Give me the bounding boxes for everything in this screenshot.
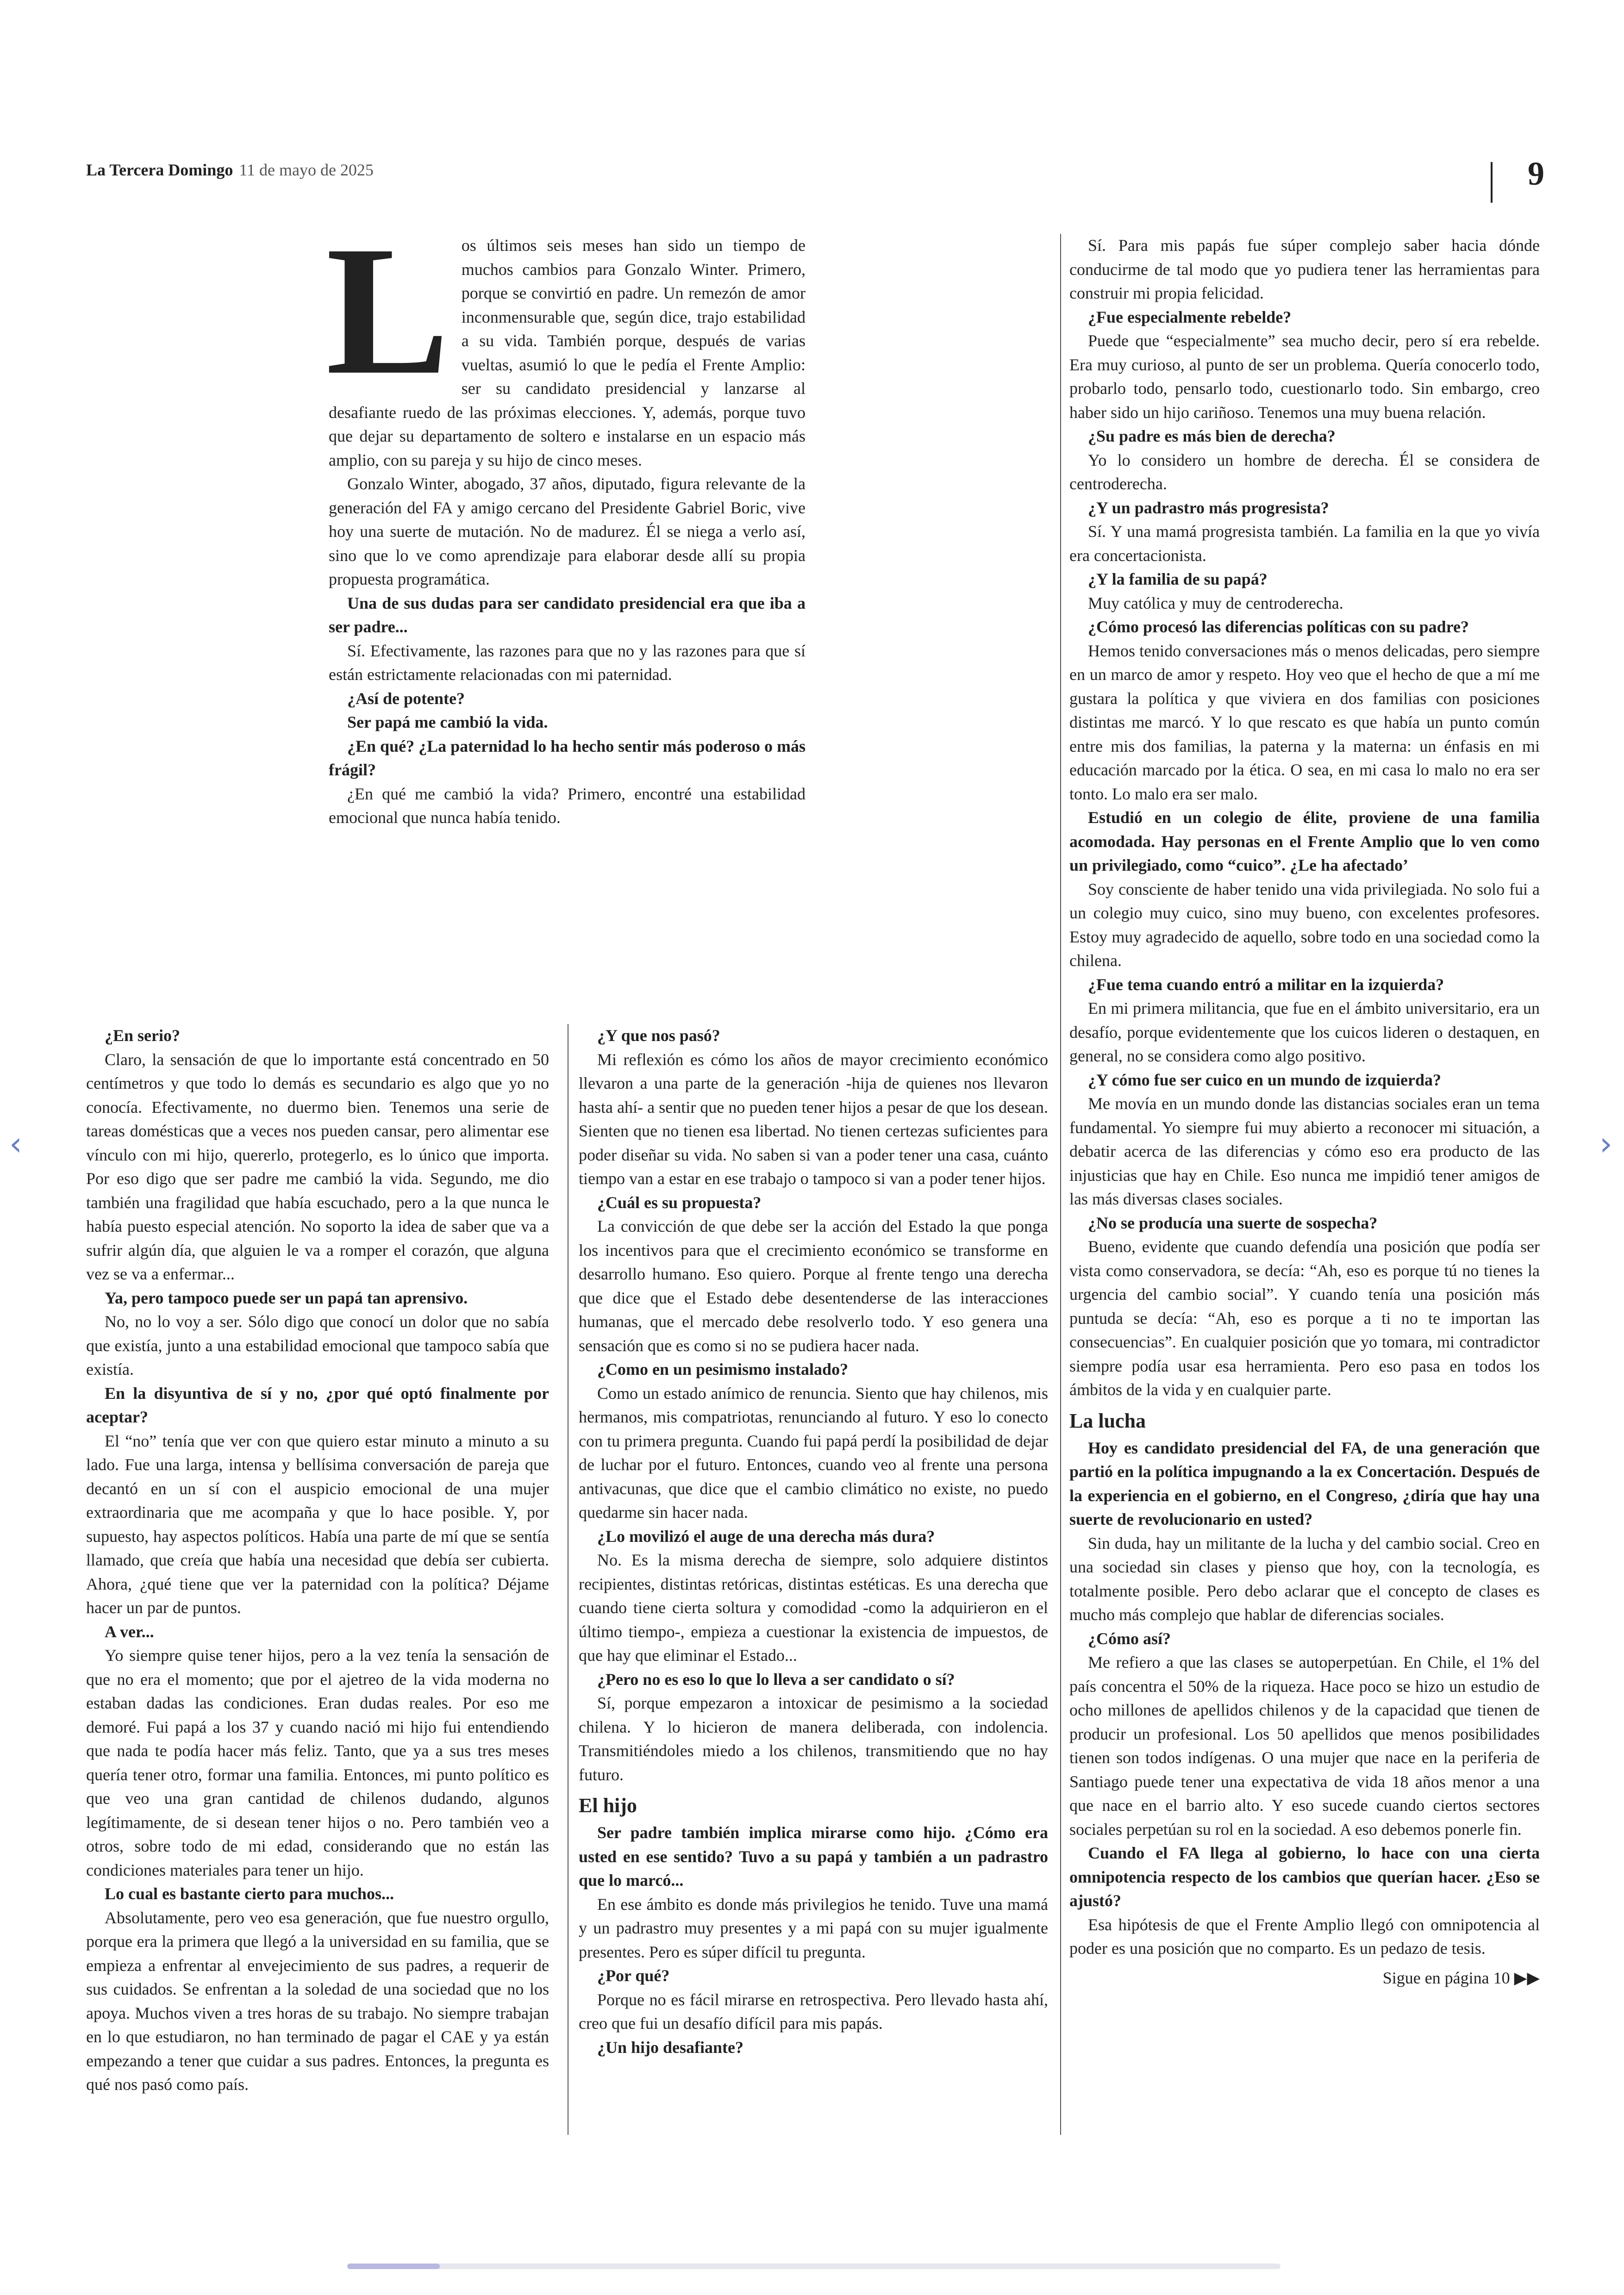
- question: ¿Fue tema cuando entró a militar en la izquierda?: [1088, 975, 1444, 994]
- answer: Claro, la sensación de que lo importante está concentrado en 50 centímetros y que todo lo demás es secundario es algo que yo no conocía. Efectivamente, no duermo bien. Tenemos una serie de tareas domésticas que a veces nos pueden cansar, pero alimentar ese vínculo con mi hijo, quererlo, protegerlo, es lo único que importa. Por eso digo que ser padre me cambió la vida. Segundo, me dio también una fragilidad que había escuchado, pero a la que nunca le había puesto especial atención. No soporto la idea de saber que va a sufrir algún día, que alguien le va a romper el corazón, que alguna vez se va a enfermar...: [86, 1050, 549, 1283]
- answer: La convicción de que debe ser la acción del Estado la que ponga los incentivos para que el crecimiento económico se transforme en desarrollo humano. Eso quiero. Porque al frente tengo una derecha que dice que el Estado debe desentenderse de las interacciones humanas, que el mercado debe resolverlo todo. Y eso genera una sensación que es como si no se pudiera hacer nada.: [579, 1217, 1048, 1355]
- paragraph: Gonzalo Winter, abogado, 37 años, diputado, figura relevante de la generación del FA y amigo cercano del Presidente Gabriel Boric, vive hoy una suerte de mutación. No de madurez. Él se niega a verlo así, sino que lo ve como aprendizaje para elaborar desde allí su propia propuesta programática.: [329, 474, 806, 588]
- answer: Yo siempre quise tener hijos, pero a la vez tenía la sensación de que no era el momento; que por el ajetreo de la vida moderna no estaban dadas las condiciones. Eran dudas reales. Por eso me demoré. Fui papá a los 37 y cuando nació mi hijo fui entendiendo que nada te podía hacer más feliz. Tanto, que ya a sus tres meses quería tener otro, formar una familia. Entonces, mi punto político es que veo una gran cantidad de chilenos dudando, algunos legítimamente, de si desean tener hijos o no. Pero también veo a otros, sobre todo de mi edad, considerando que no están las condiciones materiales para tener un hijo.: [86, 1646, 549, 1879]
- publication-name: La Tercera Domingo: [86, 161, 233, 179]
- masthead: [86, 160, 374, 180]
- article-lead: [326, 208, 806, 830]
- answer: Yo lo considero un hombre de derecha. Él se considera de centroderecha.: [1069, 450, 1540, 493]
- question: ¿Y cómo fue ser cuico en un mundo de izquierda?: [1088, 1070, 1442, 1089]
- answer: ¿En qué me cambió la vida? Primero, encontré una estabilidad emocional que nunca había tenido.: [329, 784, 806, 827]
- answer: Sí. Y una mamá progresista también. La familia en la que yo vivía era concertacionista.: [1069, 522, 1540, 565]
- question: ¿Como en un pesimismo instalado?: [597, 1360, 849, 1378]
- question: ¿Y la familia de su papá?: [1088, 570, 1268, 588]
- previous-page-icon[interactable]: ‹: [9, 1125, 22, 1163]
- publication-date: 11 de mayo de 2025: [239, 161, 374, 179]
- question: Cuando el FA llega al gobierno, lo hace con una cierta omnipotencia respecto de los cambios que querían hacer. ¿Eso se ajustó?: [1069, 1844, 1540, 1910]
- question: ¿Por qué?: [597, 1966, 670, 1985]
- horizontal-scrollbar[interactable]: [347, 2264, 1280, 2269]
- answer: Sin duda, hay un militante de la lucha y del cambio social. Creo en una sociedad sin clases y pienso que hoy, con la tecnología, es totalmente posible. Pero debo aclarar que el concepto de clases es mucho más complejo que hablar de diferencias sociales.: [1069, 1534, 1540, 1624]
- question: ¿No se producía una suerte de sospecha?: [1088, 1213, 1378, 1232]
- answer: Sí. Efectivamente, las razones para que no y las razones para que sí están estrictamente relacionadas con mi paternidad.: [329, 641, 806, 684]
- answer: Mi reflexión es cómo los años de mayor crecimiento económico llevaron a una parte de la generación -hija de quienes nos llevaron hasta ahí- a sentir que no pueden tener hijos a pesar de que los desean. Sienten que no tienen esa libertad. No tienen certezas suficientes para poder diseñar su vida. No saben si van a poder tener una casa, cuánto tiempo van a estar en ese trabajo o tampoco si van a poder tener hijos.: [579, 1050, 1048, 1188]
- answer: En ese ámbito es donde más privilegios he tenido. Tuve una mamá y un padrastro muy presentes y a mi papá con su mujer igualmente presentes. Pero es súper difícil tu pregunta.: [579, 1895, 1048, 1961]
- answer: Porque no es fácil mirarse en retrospectiva. Pero llevado hasta ahí, creo que fui un desafío difícil para mis papás.: [579, 1990, 1048, 2033]
- answer: Me movía en un mundo donde las distancias sociales eran un tema fundamental. Yo siempre fui muy abierto a reconocer mi situación, a debatir acerca de las diferencias y cómo eso era producto de las injusticias que hay en Chile. Eso nunca me impidió tener amigos de las más diversas clases sociales.: [1069, 1094, 1540, 1208]
- question: ¿Y un padrastro más progresista?: [1088, 498, 1329, 517]
- section-heading: El hijo: [579, 1794, 637, 1817]
- question: ¿Lo movilizó el auge de una derecha más dura?: [597, 1527, 935, 1546]
- question: A ver...: [105, 1622, 154, 1641]
- question: ¿Cómo procesó las diferencias políticas con su padre?: [1088, 617, 1469, 636]
- page-number: 9: [1528, 155, 1544, 192]
- answer: Esa hipótesis de que el Frente Amplio llegó con omnipotencia al poder es una posición que no comparto. Es un pedazo de tesis.: [1069, 1915, 1540, 1958]
- question: ¿Cuál es su propuesta?: [597, 1193, 762, 1212]
- answer: Hemos tenido conversaciones más o menos delicadas, pero siempre en un marco de amor y respeto. Hoy veo que el hecho de que a mí me gustara la política y que viviera en dos familias con posiciones distintas me marcó. Y lo que rescato es que había un punto común entre mis dos familias, la paterna y la materna: un énfasis en mi educación marcado por la ética. O sea, en mi casa lo malo no era ser tonto. Lo malo era ser malo.: [1069, 641, 1540, 803]
- question: Ya, pero tampoco puede ser un papá tan aprensivo.: [105, 1288, 468, 1307]
- question: Estudió en un colegio de élite, proviene de una familia acomodada. Hay personas en el Frente Amplio que lo ven como un privilegiado, como “cuico”. ¿Le ha afectado’: [1069, 808, 1540, 874]
- article-column-3: [1069, 234, 1540, 1990]
- question: ¿Pero no es eso lo que lo lleva a ser candidato o sí?: [597, 1670, 955, 1689]
- question: ¿Fue especialmente rebelde?: [1088, 307, 1292, 326]
- answer: Puede que “especialmente” sea mucho decir, pero sí era rebelde. Era muy curioso, al punto de ser un problema. Quería conocerlo todo, probarlo todo, pensarlo todo, cuestionarlo todo. Sin embargo, creo haber sido un hijo cariñoso. Tenemos una muy buena relación.: [1069, 331, 1540, 422]
- answer: Bueno, evidente que cuando defendía una posición que podía ser vista como conservadora, se decía: “Ah, eso es porque tú no tienes la urgencia del cambio social”. Y cuando tenía una posición más puntuda se decía: “Ah, eso es porque a ti no te importan las consecuencias”. En cualquier posición que yo tomara, mi contradictor siempre podía usar esa herramienta. Pero eso pasa en todos los ámbitos de la vida y en cualquier parte.: [1069, 1237, 1540, 1399]
- next-page-icon[interactable]: ›: [1599, 1125, 1612, 1163]
- question: ¿En serio?: [105, 1026, 181, 1045]
- lead-paragraph: os últimos seis meses han sido un tiempo de muchos cambios para Gonzalo Winter. Primero, porque se convirtió en padre. Un remezón de amor inconmensurable que, según dice, trajo estabilidad a su vida. También porque, después de varias vueltas, asumió lo que le pedía el Frente Amplio: ser su candidato presidencial y lanzarse al desafiante ruedo de las próximas elecciones. Y, además, porque tuvo que dejar su departamento de soltero e instalarse en un espacio más amplio, con su pareja y su hijo de cinco meses.: [329, 236, 806, 469]
- answer: No, no lo voy a ser. Sólo digo que conocí un dolor que no sabía que existía, junto a una estabilidad emocional que tampoco sabía que existía.: [86, 1312, 549, 1378]
- answer: No. Es la misma derecha de siempre, solo adquiere distintos recipientes, distintas retóricas, distintas estéticas. Es una derecha que cuando tiene cierta soltura y comodidad -como la adquirieron en el último tiempo-, empieza a cuestionar la existencia de impuestos, de que hay que eliminar el Estado...: [579, 1551, 1048, 1665]
- question: Ser padre también implica mirarse como hijo. ¿Cómo era usted en ese sentido? Tuvo a su papá y también a un padrastro que lo marcó...: [579, 1823, 1048, 1890]
- header-divider: [1491, 162, 1493, 203]
- answer: Me refiero a que las clases se autoperpetúan. En Chile, el 1% del país concentra el 50% de la riqueza. Hace poco se hizo un estudio de ocho millones de apellidos chilenos y de la capacidad que tienen de producir un profesional. Los 50 apellidos que menos posibilidades tienen son todos indígenas. O una mujer que nace en la periferia de Santiago puede tener una expectativa de vida 18 años menor a una que nace en el barrio alto. Y eso sucede cuando ciertos sectores sociales perpetúan su rol en la sociedad. A eso debemos ponerle fin.: [1069, 1653, 1540, 1839]
- question: ¿Cómo así?: [1088, 1629, 1171, 1648]
- continued-link[interactable]: Sigue en página 10 ▶▶: [1382, 1968, 1540, 1987]
- answer: En mi primera militancia, que fue en el ámbito universitario, era un desafío, porque evidentemente que los cuicos lideren o destaquen, en general, no se considera como algo positivo.: [1069, 999, 1540, 1065]
- question: Hoy es candidato presidencial del FA, de una generación que partió en la política impugnando a la ex Concertación. Después de la experiencia en el gobierno, en el Congreso, ¿diría que hay una suerte de revolucionario en usted?: [1069, 1438, 1540, 1528]
- question: ¿Su padre es más bien de derecha?: [1088, 427, 1336, 445]
- question: ¿Un hijo desafiante?: [597, 2038, 744, 2057]
- column-divider: [1060, 234, 1061, 2135]
- question: Una de sus dudas para ser candidato presidencial era que iba a ser padre...: [329, 593, 806, 636]
- article-column-2: [579, 1024, 1048, 2059]
- question: ¿En qué? ¿La paternidad lo ha hecho sentir más poderoso o más frágil?: [329, 736, 806, 779]
- question: En la disyuntiva de sí y no, ¿por qué optó finalmente por aceptar?: [86, 1384, 549, 1426]
- answer: El “no” tenía que ver con que quiero estar minuto a minuto a su lado. Fue una larga, intensa y bellísima conversación de pareja que decantó en un sí con el auspicio emocional de una mujer extraordinaria que me acompaña y que lo hace posible. Y, por supuesto, hay aspectos políticos. Había una parte de mí que se sentía llamado, que creía que había una necesidad que debía ser cubierta. Ahora, ¿qué tiene que ver la paternidad con la política? Déjame hacer un par de puntos.: [86, 1431, 549, 1617]
- answer: Como un estado anímico de renuncia. Siento que hay chilenos, mis hermanos, mis compatriotas, renunciando al futuro. Y eso lo conecto con tu primera pregunta. Cuando fui papá perdí la posibilidad de dejar de luchar por el futuro. Entonces, cuando veo al frente una persona antivacunas, que dice que el cambio climático no existe, no puedo quedarme sin hacer nada.: [579, 1384, 1048, 1522]
- drop-cap: L: [326, 208, 450, 413]
- answer: Absolutamente, pero veo esa generación, que fue nuestro orgullo, porque era la primera que llegó a la universidad en su familia, que se empieza a enfrentar al envejecimiento de sus padres, a requerir de sus cuidados. Se enfrentan a la soledad de una sociedad que no los apoya. Muchos viven a tres horas de su trabajo. No siempre trabajan en lo que estudiaron, no han terminado de pagar el CAE y ya están empezando a tener que cuidar a sus padres. Entonces, la pregunta es qué nos pasó como país.: [86, 1908, 549, 2094]
- answer: Muy católica y muy de centroderecha.: [1088, 593, 1343, 612]
- article-column-1: [86, 1024, 549, 2097]
- scrollbar-thumb[interactable]: [347, 2264, 440, 2269]
- question: ¿Así de potente?: [347, 689, 465, 708]
- question: ¿Y que nos pasó?: [597, 1026, 720, 1045]
- answer: Sí, porque empezaron a intoxicar de pesimismo a la sociedad chilena. Y lo hicieron de manera deliberada, con indolencia. Transmitiéndoles miedo a los chilenos, transmitiendo que no hay futuro.: [579, 1694, 1048, 1784]
- section-heading: La lucha: [1069, 1409, 1146, 1432]
- answer: Soy consciente de haber tenido una vida privilegiada. No solo fui a un colegio muy cuico, sino muy bueno, con excelentes profesores. Estoy muy agradecido de aquello, sobre todo en una sociedad como la chilena.: [1069, 879, 1540, 970]
- answer-bold: Ser papá me cambió la vida.: [347, 713, 548, 731]
- question: Lo cual es bastante cierto para muchos...: [105, 1884, 394, 1903]
- answer: Sí. Para mis papás fue súper complejo saber hacia dónde conducirme de tal modo que yo pudiera tener las herramientas para construir mi propia felicidad.: [1069, 236, 1540, 302]
